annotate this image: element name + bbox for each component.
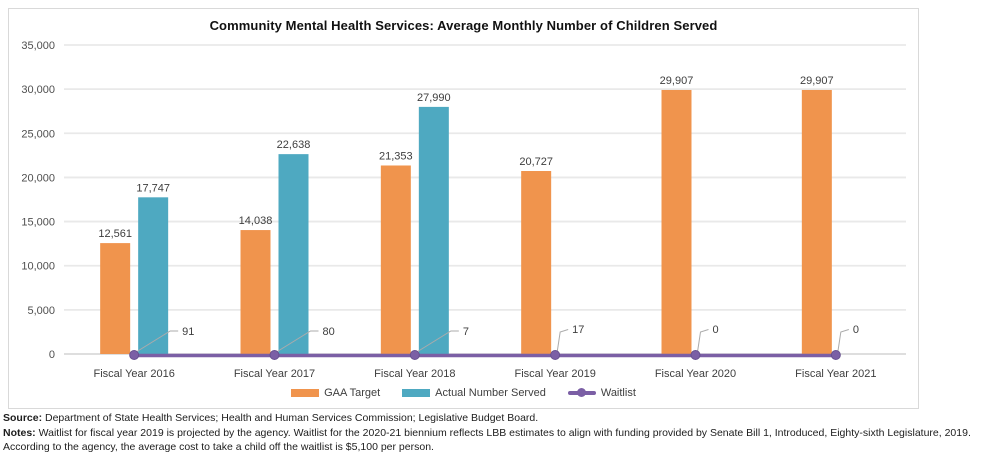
bar-value-label-gaa-target: 14,038	[238, 215, 273, 228]
legend-label-gaa-target: GAA Target	[324, 387, 381, 399]
waitlist-marker	[410, 351, 419, 360]
waitlist-marker	[691, 351, 700, 360]
bar-value-label-actual: 27,990	[417, 91, 451, 104]
y-tick-label: 15,000	[21, 216, 55, 229]
bar-actual-number-served	[138, 197, 168, 354]
y-tick-label: 35,000	[21, 40, 55, 52]
waitlist-leader-line	[698, 330, 709, 353]
notes-text: Waitlist for fiscal year 2019 is projected by the agency. Waitlist for the 2020-21 biennium reflects LBB estimates to align with funding provided by Senate Bill 1, Introduced, Eighty-sixth Legislature, 2019. According to the agency, the average cost to take a child off the waitlist is $5,100 per person.	[3, 426, 971, 454]
legend-item-gaa-target	[291, 387, 380, 399]
y-tick-label: 20,000	[21, 172, 55, 185]
chart-container	[8, 8, 919, 409]
bar-gaa-target	[381, 165, 411, 354]
notes-label: Notes:	[3, 426, 36, 439]
chart-footnotes	[3, 411, 988, 455]
source-line	[3, 411, 988, 426]
waitlist-value-label: 80	[322, 326, 335, 338]
bar-value-label-gaa-target: 20,727	[519, 156, 553, 169]
bar-actual-number-served	[419, 107, 449, 354]
bar-value-label-gaa-target: 21,353	[379, 150, 413, 163]
x-category-label: Fiscal Year 2017	[233, 368, 316, 380]
legend-swatch-actual-number-served	[402, 389, 430, 397]
chart-title: Community Mental Health Services: Average Monthly Number of Children Served	[209, 18, 718, 33]
bar-gaa-target	[100, 243, 130, 354]
waitlist-value-label: 17	[572, 324, 585, 336]
legend-item-actual-number-served	[402, 387, 546, 399]
legend-line-marker-waitlist	[568, 388, 596, 398]
x-category-label: Fiscal Year 2021	[795, 368, 877, 380]
x-category-label: Fiscal Year 2016	[93, 368, 175, 380]
bar-gaa-target	[662, 90, 692, 354]
chart-plot	[9, 9, 918, 408]
x-category-label: Fiscal Year 2018	[374, 368, 456, 380]
bar-value-label-gaa-target: 12,561	[98, 228, 132, 241]
legend-item-waitlist	[568, 387, 636, 399]
waitlist-leader-line	[838, 330, 849, 353]
bar-gaa-target	[521, 171, 551, 354]
source-label: Source:	[3, 412, 43, 424]
bar-value-label-gaa-target: 29,907	[659, 74, 694, 87]
y-tick-label: 30,000	[21, 84, 55, 97]
bar-value-label-actual: 17,747	[136, 182, 170, 195]
waitlist-leader-line	[557, 330, 568, 353]
bar-value-label-gaa-target: 29,907	[800, 74, 834, 87]
notes-line	[3, 426, 988, 455]
y-tick-label: 0	[48, 349, 55, 361]
waitlist-marker	[130, 351, 139, 360]
bar-actual-number-served	[279, 154, 309, 354]
waitlist-value-label: 91	[182, 326, 195, 338]
y-tick-label: 5,000	[27, 304, 55, 317]
x-category-label: Fiscal Year 2019	[514, 368, 596, 380]
waitlist-marker	[270, 351, 279, 360]
waitlist-marker	[551, 351, 560, 360]
legend-dot-waitlist	[577, 388, 586, 397]
bar-gaa-target	[802, 90, 832, 354]
waitlist-value-label: 0	[852, 324, 859, 336]
bar-gaa-target	[241, 230, 271, 354]
chart-legend	[9, 387, 918, 399]
legend-label-actual-number-served: Actual Number Served	[435, 387, 546, 399]
legend-label-waitlist: Waitlist	[600, 387, 636, 399]
waitlist-marker	[831, 351, 840, 360]
legend-swatch-gaa-target	[291, 389, 319, 397]
waitlist-value-label: 0	[712, 324, 719, 336]
y-tick-label: 25,000	[21, 128, 55, 141]
x-category-label: Fiscal Year 2020	[654, 368, 737, 380]
waitlist-value-label: 7	[462, 326, 469, 338]
y-tick-label: 10,000	[21, 260, 55, 273]
source-text: Department of State Health Services; Health and Human Services Commission; Legislative Budget Board.	[42, 412, 539, 424]
bar-value-label-actual: 22,638	[276, 139, 311, 152]
